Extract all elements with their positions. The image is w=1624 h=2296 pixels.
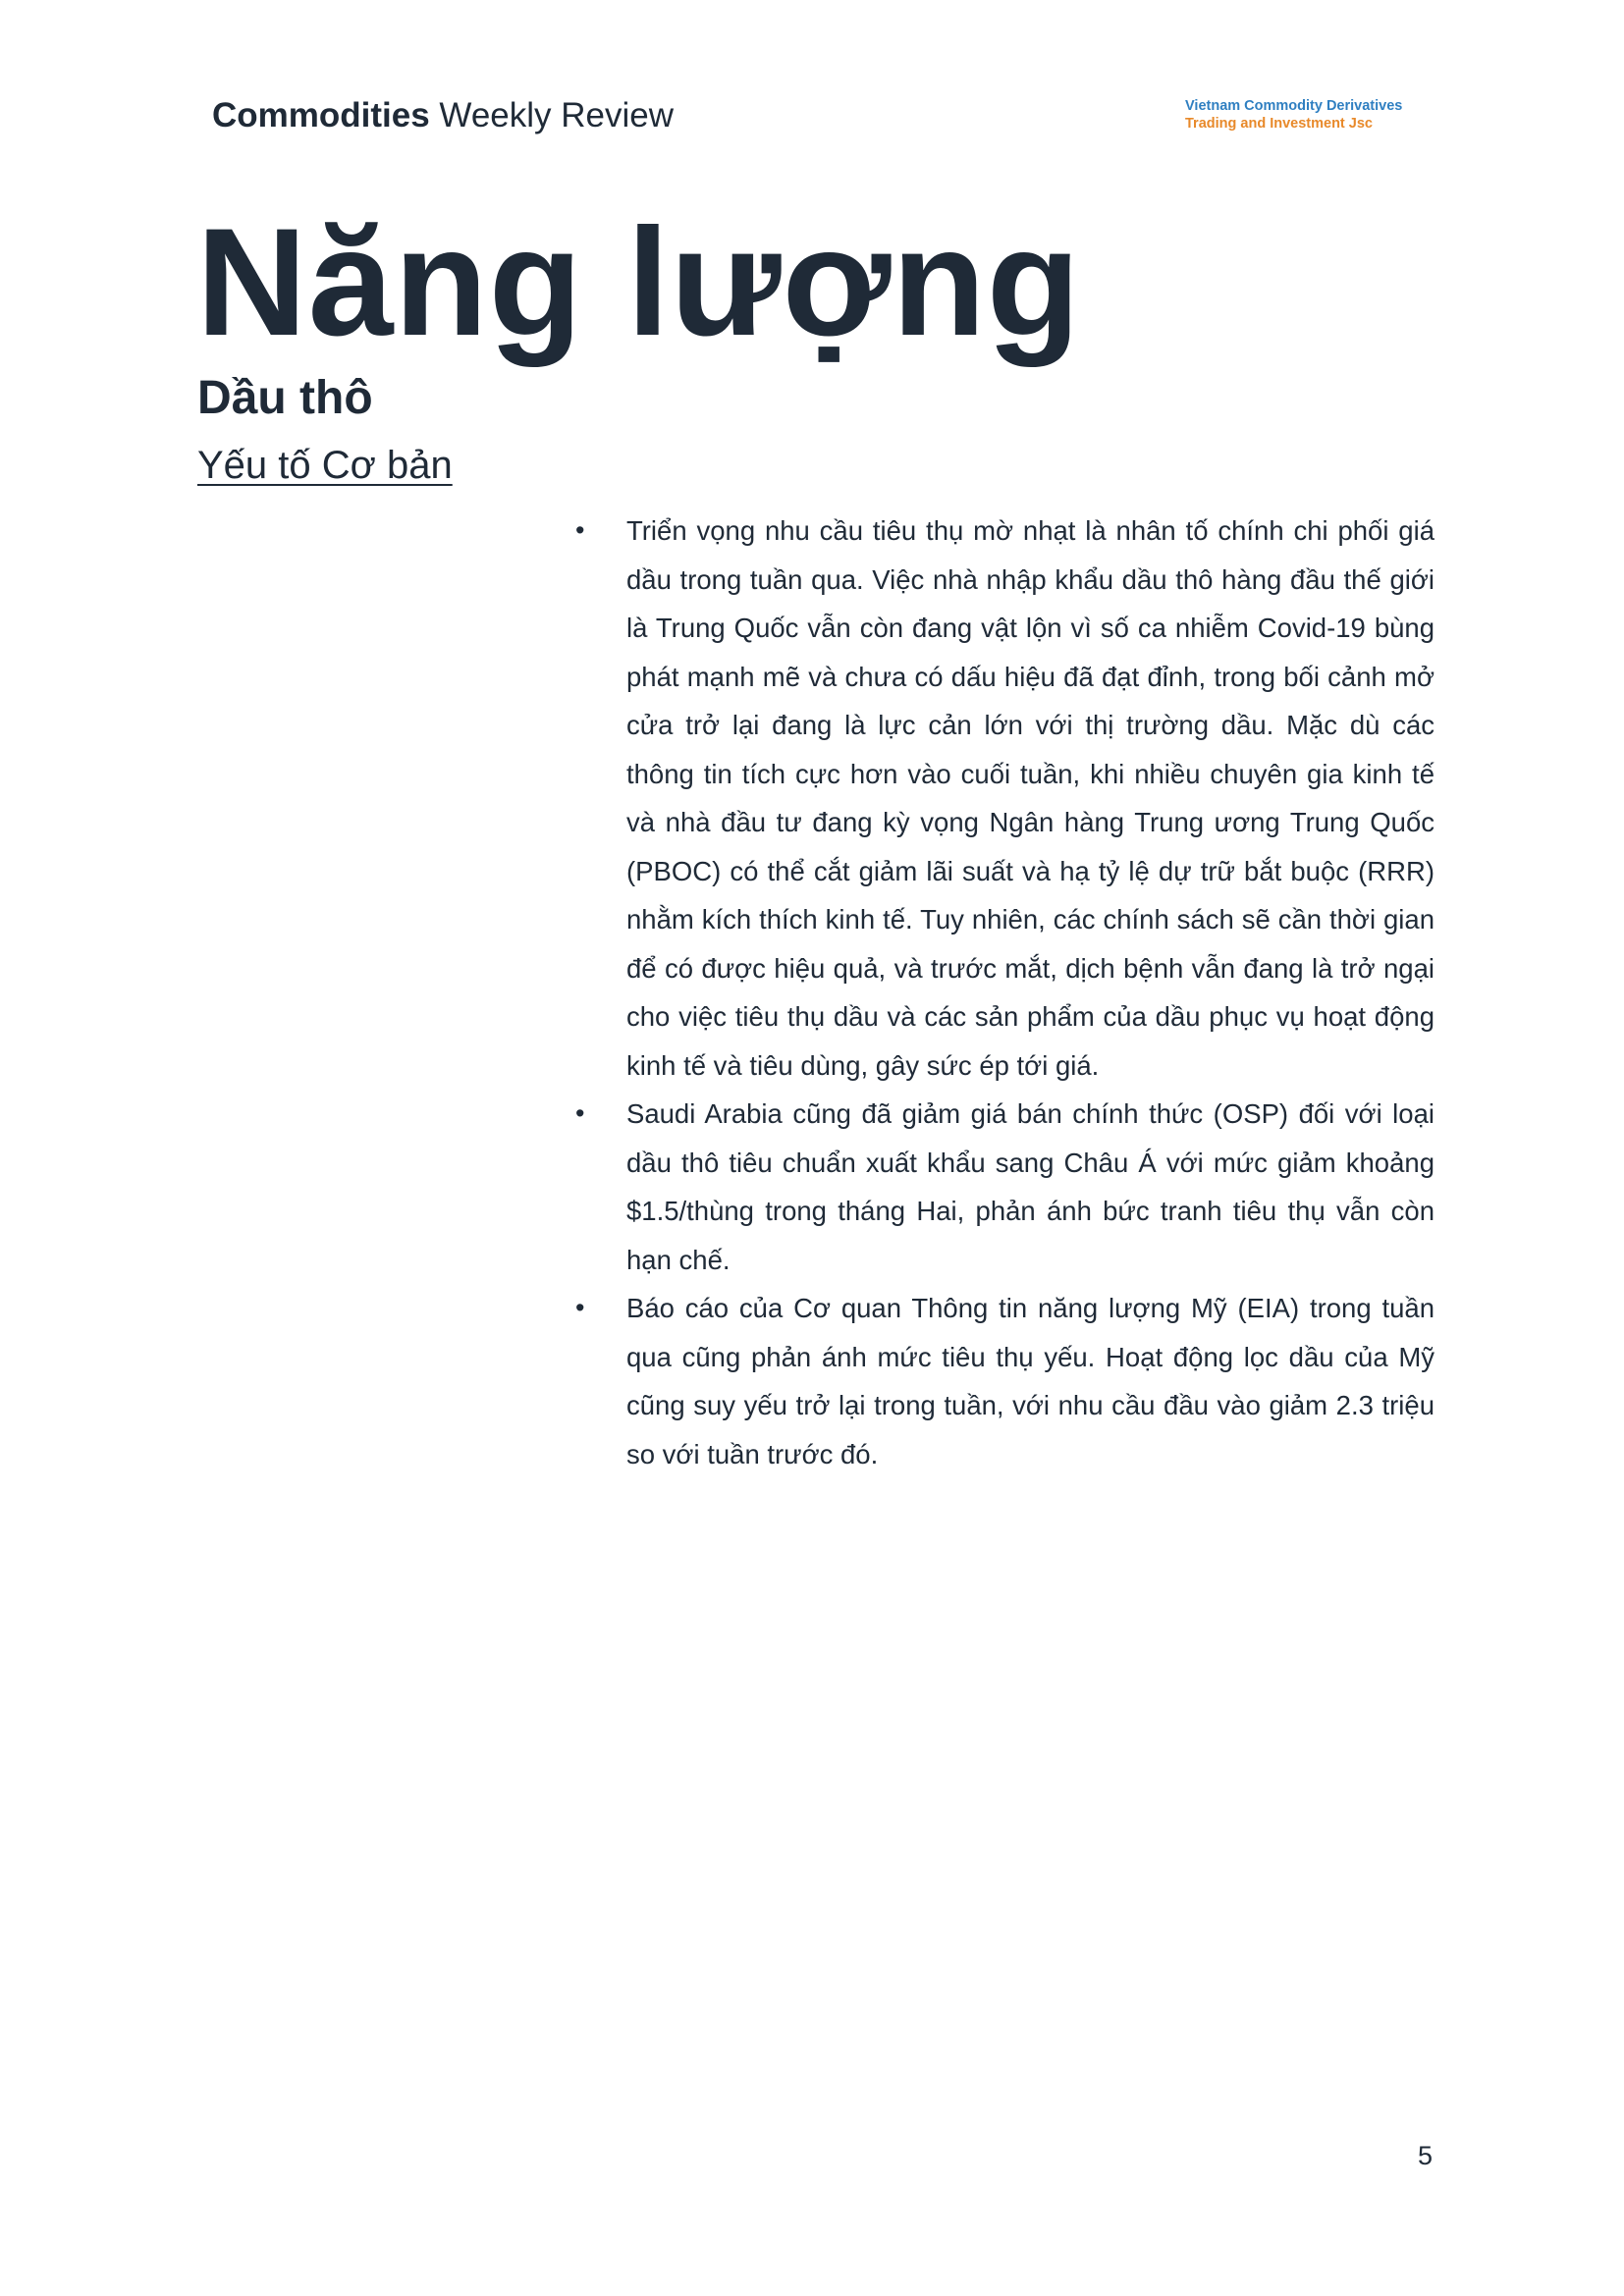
logo-line-2: Trading and Investment Jsc [1185, 116, 1373, 132]
list-item [570, 1284, 1435, 1478]
header-title-bold: Commodities [212, 96, 430, 134]
page-number: 5 [1418, 2141, 1434, 2170]
bullet-dot-icon: • [575, 515, 585, 545]
bullet-dot-icon: • [575, 1098, 585, 1128]
logo-line-1: Vietnam Commodity Derivatives [1185, 98, 1403, 114]
bullet-text: Saudi Arabia cũng đã giảm giá bán chính thức (OSP) đối với loại dầu thô tiêu chuẩn xuất khẩu sang Châu Á với mức giảm khoảng $1.5/thùng trong tháng Hai, phản ánh bức tranh tiêu thụ vẫn còn hạn chế. [626, 1098, 1435, 1275]
document-header [212, 94, 674, 137]
bullet-text: Triển vọng nhu cầu tiêu thụ mờ nhạt là nhân tố chính chi phối giá dầu trong tuần qua. Việc nhà nhập khẩu dầu thô hàng đầu thế giới là Trung Quốc vẫn còn đang vật lộn vì số ca nhiễm Covid-19 bùng phát mạnh mẽ và chưa có dấu hiệu đã đạt đỉnh, trong bối cảnh mở cửa trở lại đang là lực cản lớn với thị trường dầu. Mặc dù các thông tin tích cực hơn vào cuối tuần, khi nhiều chuyên gia kinh tế và nhà đầu tư đang kỳ vọng Ngân hàng Trung ương Trung Quốc (PBOC) có thể cắt giảm lãi suất và hạ tỷ lệ dự trữ bắt buộc (RRR) nhằm kích thích kinh tế. Tuy nhiên, các chính sách sẽ cần thời gian để có được hiệu quả, và trước mắt, dịch bệnh vẫn đang là trở ngại cho việc tiêu thụ dầu và các sản phẩm của dầu phục vụ hoạt động kinh tế và tiêu dùng, gây sức ép tới giá. [626, 515, 1435, 1081]
header-title-rest: Weekly Review [429, 96, 675, 134]
page-title: Năng lượng [196, 197, 1082, 368]
company-logo [1185, 97, 1402, 133]
bullet-text: Báo cáo của Cơ quan Thông tin năng lượng Mỹ (EIA) trong tuần qua cũng phản ánh mức tiêu thụ yếu. Hoạt động lọc dầu của Mỹ cũng suy yếu trở lại trong tuần, với nhu cầu đầu vào giảm 2.3 triệu so với tuần trước đó. [626, 1293, 1435, 1469]
list-item [570, 1090, 1435, 1284]
bullet-dot-icon: • [575, 1293, 585, 1322]
list-item [570, 507, 1435, 1090]
page-subtitle: Dầu thô [197, 372, 373, 424]
section-heading: Yếu tố Cơ bản [197, 444, 453, 487]
bullet-list [570, 507, 1435, 1478]
